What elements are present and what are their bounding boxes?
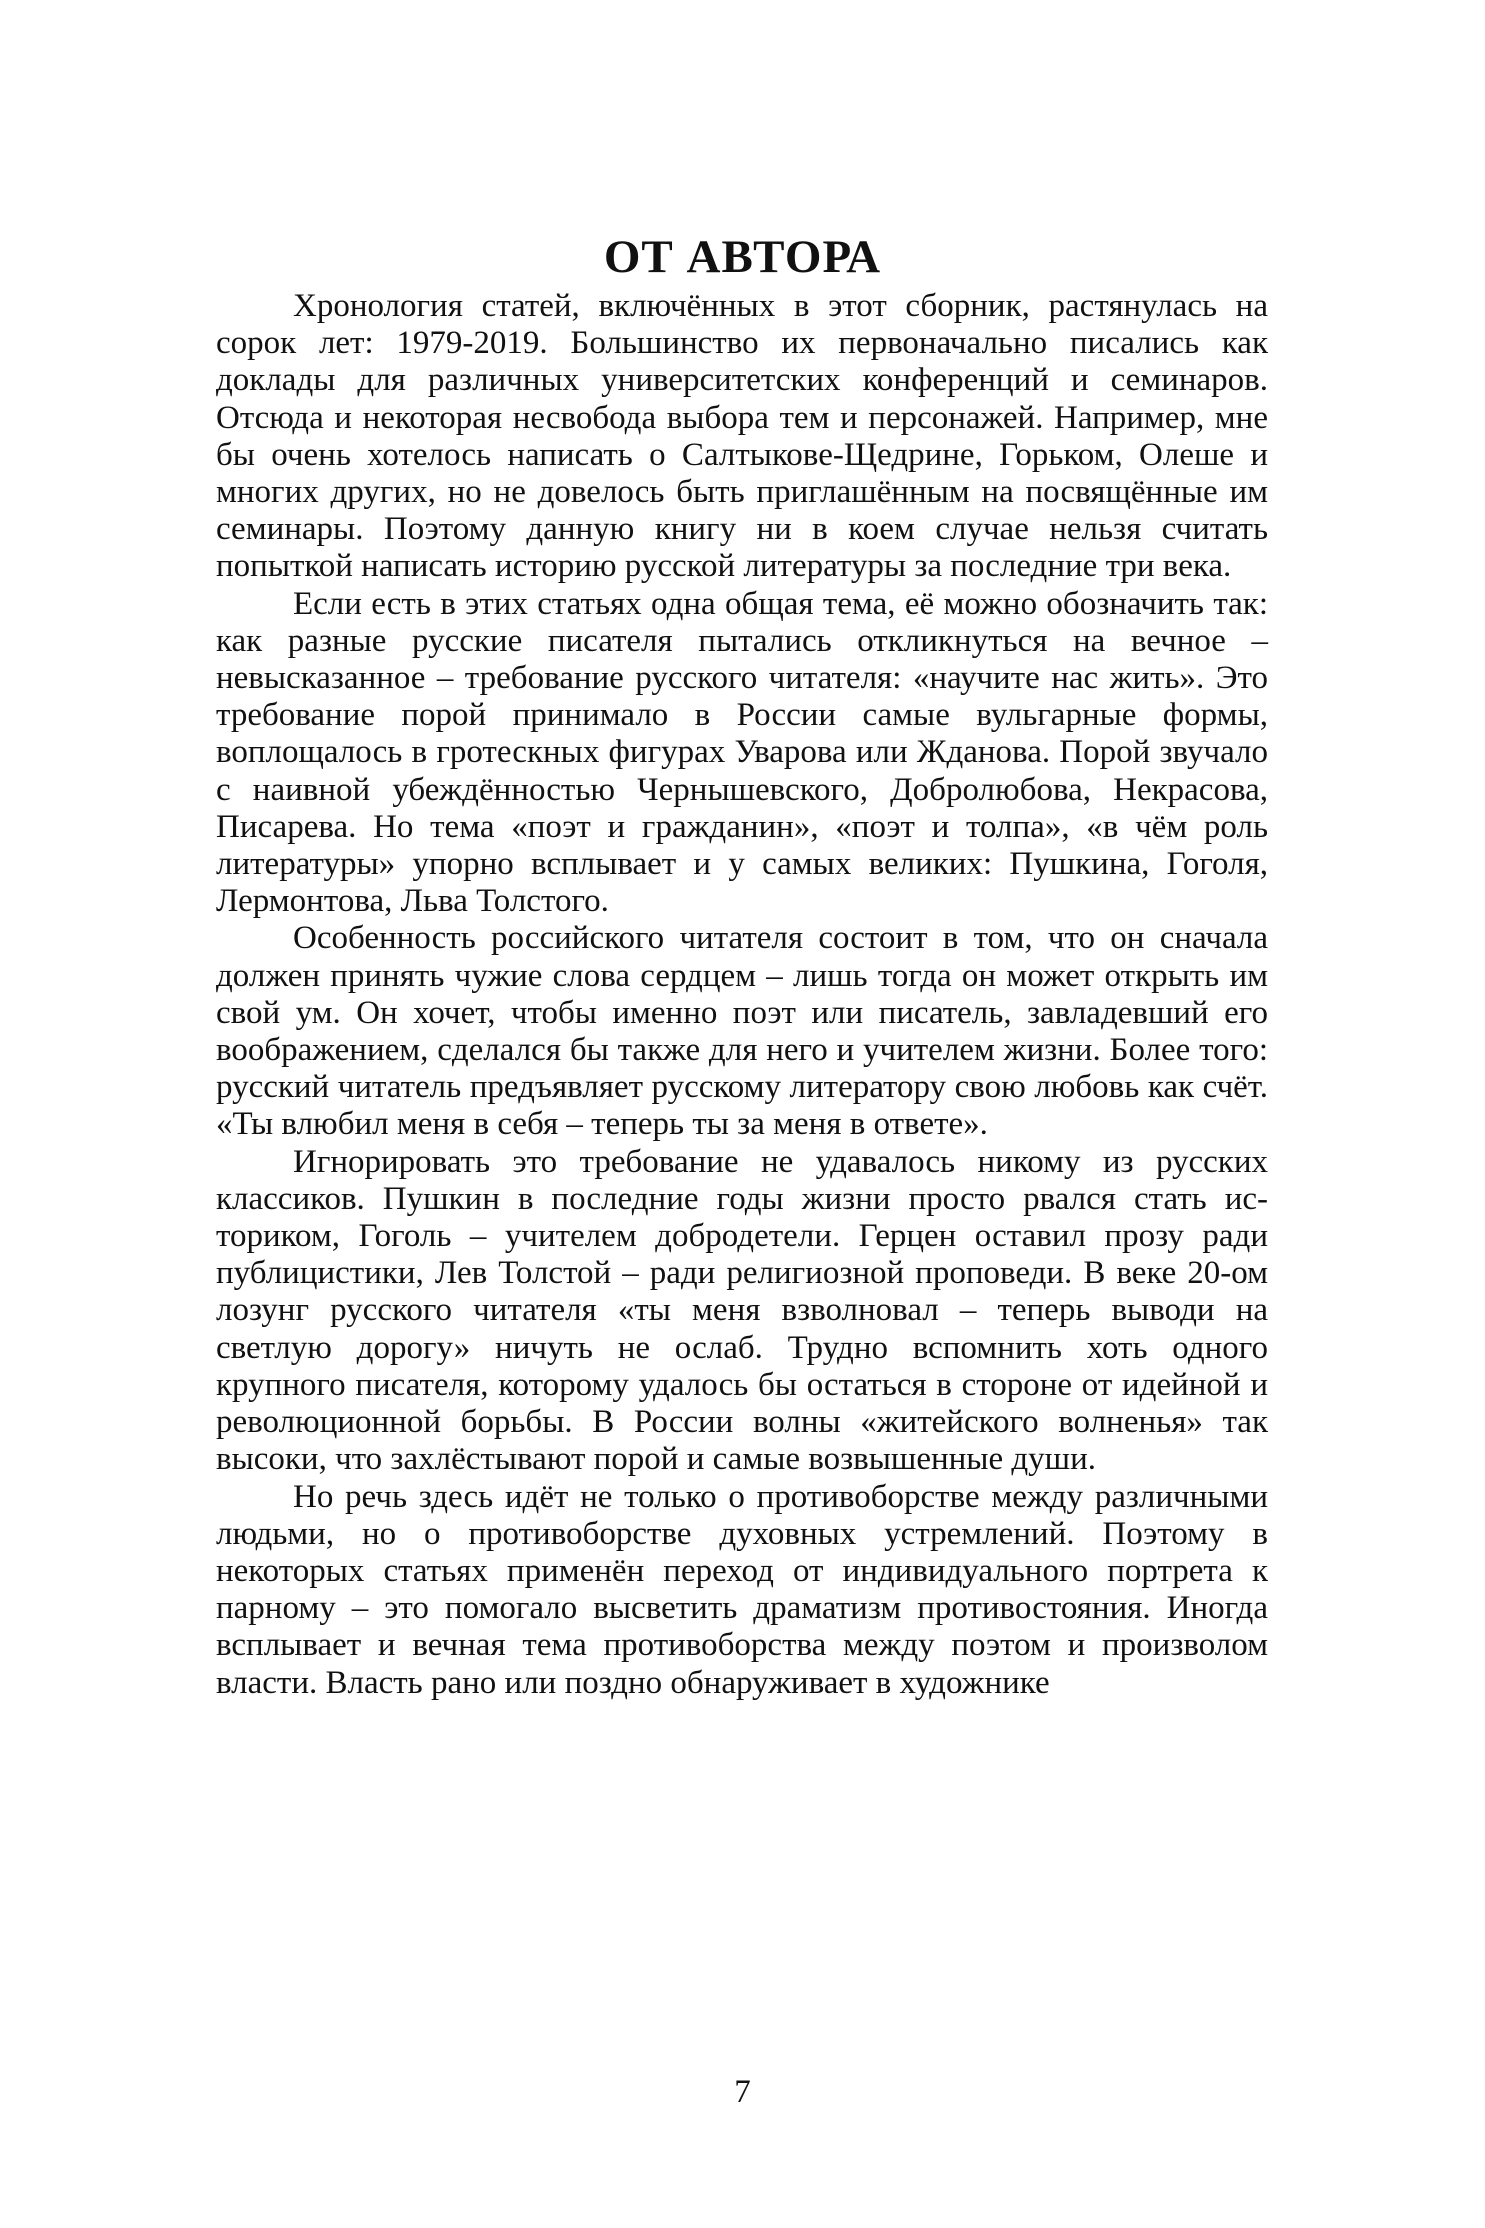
body-text <box>216 288 1268 1702</box>
page-number: 7 <box>734 2074 751 2110</box>
paragraph-4: Игнорировать это требование не удавалось никому из русских классиков. Пушкин в последние годы жизни просто рвался стать историком, Гоголь – учителем добродетели. Герцен оставил прозу ради публицистики, Лев Толстой – ради религиозной проповеди. В веке 20-ом лозунг русского читателя «ты меня взволновал – теперь выводи на светлую дорогу» ничуть не ослаб. Трудно вспомнить хоть одного крупного писателя, которому удалось бы остаться в стороне от идейной и революционной борьбы. В России волны «житейского волненья» так высоки, что захлёстывают порой и самые возвышенные души. <box>216 1143 1268 1478</box>
paragraph-1: Хронология статей, включённых в этот сборник, растянулась на сорок лет: 1979-2019. Большинство их первоначально писались как доклады для различных университетских конференций и семинаров. Отсюда и некоторая несвобода выбора тем и персонажей. Например, мне бы очень хотелось написать о Салтыкове-Щедрине, Горьком, Олеше и многих других, но не довелось быть приглашённым на посвящённые им семинары. Поэтому данную книгу ни в коем случае нельзя считать попыткой написать историю русской литературы за последние три века. <box>216 288 1268 585</box>
paragraph-2: Если есть в этих статьях одна общая тема, её можно обозначить так: как разные русские писателя пытались откликнуться на вечное – невысказанное – требование русского читателя: «научите нас жить». Это требование порой принимало в России самые вульгарные формы, воплощалось в гротескных фигурах Уварова или Жданова. Порой звучало с наивной убеждённостью Чернышевского, Добролюбова, Некрасова, Писарева. Но тема «поэт и гражданин», «поэт и толпа», «в чём роль литературы» упорно всплывает и у самых великих: Пушкина, Гоголя, Лермонтова, Льва Толстого. <box>216 585 1268 920</box>
paragraph-5: Но речь здесь идёт не только о противоборстве между различными людьми, но о противоборстве духовных устремлений. Поэтому в некоторых статьях применён переход от индивидуального портрета к парному – это помогало высветить драматизм противостояния. Иногда всплывает и вечная тема противоборства между поэтом и произволом власти. Власть рано или поздно обнаруживает в художнике <box>216 1478 1268 1701</box>
paragraph-3: Особенность российского читателя состоит в том, что он сначала должен принять чужие слова сердцем – лишь тогда он может открыть им свой ум. Он хочет, чтобы именно поэт или писатель, завладевший его воображением, сделался бы также для него и учителем жизни. Более того: русский читатель предъявляет русскому литератору свою любовь как счёт. «Ты влюбил меня в себя – теперь ты за меня в ответе». <box>216 920 1268 1143</box>
page-title: ОТ АВТОРА <box>603 231 882 284</box>
